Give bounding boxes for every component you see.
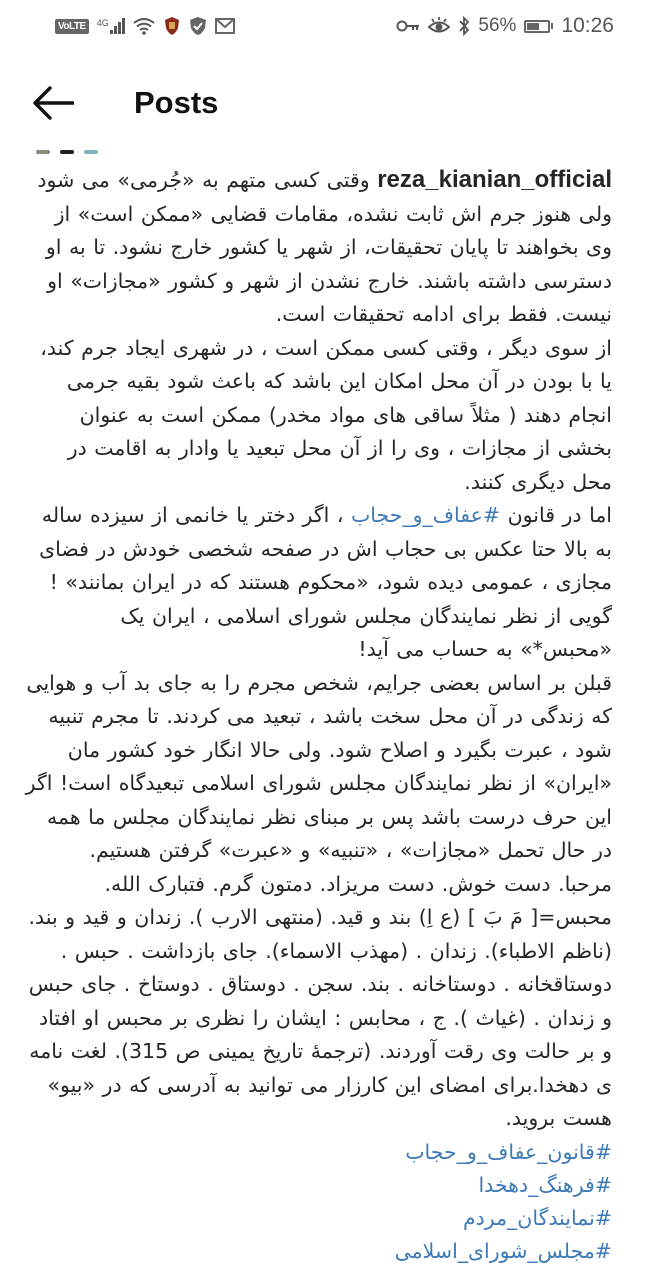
avatar [60, 150, 74, 154]
avatar [36, 150, 50, 154]
arrow-left-icon [32, 86, 76, 120]
eye-icon [428, 16, 450, 36]
network-type-label: 4G [96, 18, 109, 28]
hashtag-link[interactable]: #عفاف_و_حجاب [350, 503, 501, 527]
liked-by-avatars[interactable] [36, 150, 98, 154]
caption-text: اما در قانون [500, 503, 612, 527]
hashtag-link[interactable]: #نمایندگان_مردم [462, 1205, 612, 1230]
status-bar-right [396, 14, 666, 38]
mail-icon [215, 18, 235, 34]
post-caption [24, 163, 612, 1268]
clock: 10:26 [561, 14, 614, 37]
hashtag-list [24, 1136, 612, 1268]
caption-paragraph-4: قبلن بر اساس بعضی جرایم، شخص مجرم را به جای بد آب و هوایی که زندگی در آن محل سخت باشد ، تبعید می کردند. تا مجرم تنبیه شود ، عبرت بگیرد و اصلاح شود. ولی حالا انگار خود کشور مان «ایران» از نظر نمایندگان مجلس شورای اسلامی تبعیدگاه است! اگر این حرف درست باشد پس بر مبنای نظر نمایندگان مجلس ما همه در حال تحمل «مجازات» ، «تنبیه» و «عبرت» گرفتن هستیم. [25, 670, 612, 862]
key-icon [396, 19, 420, 33]
status-bar-left [0, 16, 235, 36]
caption-paragraph-2: از سوی دیگر ، وقتی کسی ممکن است ، در شهری ایجاد جرم کند، یا با بودن در آن محل امکان این باشد که باعث شود بقیه جرمی انجام دهند ( مثلاً ساقی های مواد مخدر) ممکن است به عنوان بخشی از مجازات ، وی را از آن محل تبعید یا وادار به اقامت در محل دیگری کنند. [40, 335, 612, 494]
back-button[interactable] [26, 83, 82, 123]
volte-icon: VoLTE [55, 19, 89, 34]
battery-percent: 56% [478, 15, 517, 36]
verified-shield-icon [189, 16, 207, 36]
caption-paragraph-6: محبس=[ مَ بَ ] (ع اِ) بند و قید. (منتهی الارب ). زندان و قید و بند. (ناظم الاطباء). زندان . (مهذب الاسماء). جای بازداشت . حبس . دوستاقخانه . دوستاخانه . بند. سجن . دوستاق . دوستاخ . جای حبس و زندان . (غیاث ). ج ، محابس : ایشان را نظری بر محبس او افتاد و بر حالت وی رقت آوردند. (ترجمهٔ تاریخ یمینی ص 315). لغت نامه ی دهخدا.برای امضای این کارزار می توانید به آدرسی که در «بیو» هست بروید. [28, 905, 612, 1130]
caption-text: وقتی کسی متهم به «جُرمی» می شود ولی هنوز جرم اش ثابت نشده، مقامات قضایی «ممکن است» از وی بخواهند تا پایان تحقیقات، از شهر یا کشور خارج نشود. تا به او دسترسی داشته باشند. خارج نشدن از شهر و کشور «مجازات» او نیست. فقط برای ادامه تحقیقات است. [37, 168, 612, 326]
hashtag-link[interactable]: #قانون_عفاف_و_حجاب [405, 1139, 612, 1164]
caption-paragraph-5: مرحبا. دست خوش. دست مریزاد. دمتون گرم. فتبارک الله. [104, 871, 612, 896]
wifi-icon [133, 17, 155, 35]
shield-app-icon [163, 16, 181, 36]
battery-icon [524, 20, 553, 33]
status-bar [0, 0, 666, 52]
page-title: Posts [134, 85, 219, 120]
avatar [84, 150, 98, 154]
caption-text: ، اگر دختر یا خانمی از سیزده ساله به بالا حتا عکس بی حجاب اش در صفحه شخصی خودش در فضای مجازی ، عمومی دیده شود، «محکوم هستند که در ایران بمانند» ! گویی از نظر نمایندگان مجلس شورای اسلامی ، ایران یک «محبس*» به حساب می آید! [39, 503, 612, 661]
caption-paragraph-3 [24, 499, 612, 667]
4g-signal-icon [97, 18, 125, 34]
caption-paragraph-1 [24, 163, 612, 332]
hashtag-link[interactable]: #فرهنگ_دهخدا [478, 1172, 612, 1197]
post-username[interactable]: reza_kianian_official [377, 166, 612, 193]
hashtag-link[interactable]: #مجلس_شورای_اسلامی [394, 1238, 612, 1263]
bluetooth-icon [458, 16, 470, 36]
app-header [0, 60, 666, 146]
